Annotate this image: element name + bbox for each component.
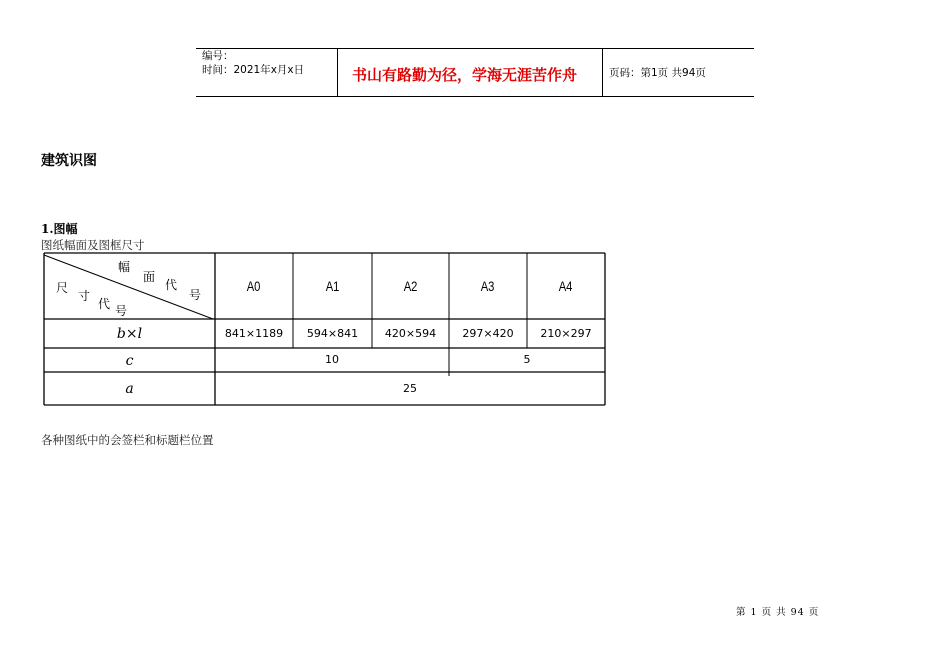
number-label: 编号： — [202, 50, 234, 62]
cell-bxl-a0: 841×1189 — [224, 327, 284, 340]
corner-top-char-2: 面 — [143, 270, 156, 284]
header-motto: 书山有路勤为径，学海无涯苦作舟 — [352, 66, 578, 84]
document-title: 建筑识图 — [41, 153, 97, 169]
corner-bottom-char-4: 号 — [115, 304, 128, 318]
column-header-a2: A2 — [403, 278, 418, 294]
after-table-caption: 各种图纸中的会签栏和标题栏位置 — [41, 433, 214, 447]
corner-top-char-4: 号 — [189, 288, 202, 302]
section-title: 1.图幅 — [41, 222, 78, 236]
row-label-c: c — [125, 353, 134, 369]
row-label-bxl: b×l — [116, 325, 143, 342]
column-header-a0: A0 — [247, 278, 261, 294]
cell-bxl-a4: 210×297 — [540, 327, 592, 340]
column-header-a1: A1 — [325, 278, 340, 294]
corner-bottom-char-1: 尺 — [56, 281, 69, 295]
corner-bottom-char-3: 代 — [98, 297, 111, 311]
footer-page-number: 第 1 页 共 94 页 — [736, 607, 820, 618]
page-code: 页码：第1页 共94页 — [609, 67, 706, 79]
cell-bxl-a2: 420×594 — [384, 327, 437, 340]
time-label: 时间：2021年x月x日 — [202, 64, 305, 76]
table-caption: 图纸幅面及图框尺寸 — [41, 238, 145, 252]
cell-c-a0-a2: 10 — [325, 352, 339, 366]
row-label-a: a — [125, 380, 134, 397]
corner-top-char-1: 幅 — [118, 260, 131, 274]
corner-top-char-3: 代 — [165, 278, 178, 292]
cell-c-a3-a4: 5 — [523, 352, 531, 366]
column-header-a4: A4 — [559, 278, 573, 294]
cell-a-all: 25 — [403, 382, 417, 395]
corner-bottom-char-2: 寸 — [78, 289, 91, 303]
column-header-a3: A3 — [481, 278, 495, 294]
cell-bxl-a3: 297×420 — [462, 327, 514, 340]
cell-bxl-a1: 594×841 — [306, 327, 359, 340]
